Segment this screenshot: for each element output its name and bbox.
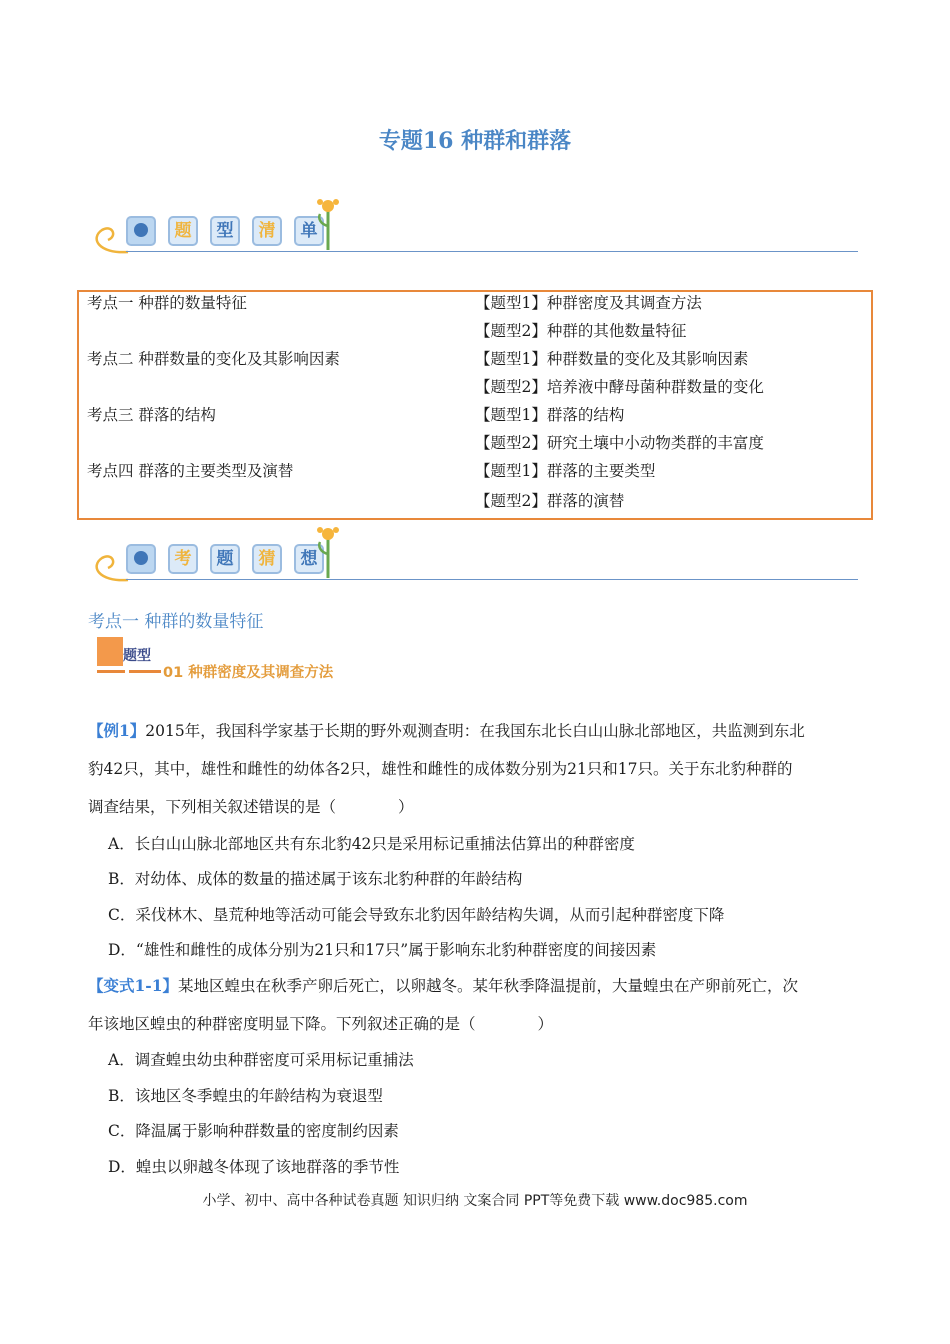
outline-type: 【题型2】研究土壤中小动物类群的丰富度	[475, 434, 764, 452]
flower-decoration-icon	[314, 196, 344, 252]
page-footer: 小学、初中、高中各种试卷真题 知识归纳 文案合同 PPT等免费下载 www.doc985.com	[202, 1193, 748, 1209]
stem-line: 豹42只，其中，雄性和雌性的幼体各2只，雄性和雌性的成体数分别为21只和17只。关于东北豹种群的	[88, 760, 793, 778]
banner-tile: 题	[210, 544, 240, 574]
outline-topic: 考点二 种群数量的变化及其影响因素	[87, 350, 340, 368]
flower-decoration-icon	[314, 524, 344, 580]
option-b: B．该地区冬季蝗虫的年龄结构为衰退型	[108, 1087, 383, 1105]
dot-icon	[134, 551, 148, 565]
option-b: B．对幼体、成体的数量的描述属于该东北豹种群的年龄结构	[108, 870, 523, 888]
option-d: D．蝗虫以卵越冬体现了该地群落的季节性	[108, 1158, 400, 1176]
option-c: C．采伐林木、垦荒种地等活动可能会导致东北豹因年龄结构失调，从而引起种群密度下降	[108, 906, 725, 924]
banner-dot-tile	[126, 216, 156, 246]
dot-icon	[134, 223, 148, 237]
option-a: A．长白山山脉北部地区共有东北豹42只是采用标记重捕法估算出的种群密度	[108, 835, 635, 853]
badge-underline	[97, 670, 125, 673]
banner-dot-tile	[126, 544, 156, 574]
outline-type: 【题型1】群落的结构	[475, 406, 625, 424]
banner-question-types	[88, 196, 858, 256]
outline-type: 【题型1】种群数量的变化及其影响因素	[475, 350, 749, 368]
variant-label: 【变式1-1】	[88, 976, 179, 995]
outline-type: 【题型1】种群密度及其调查方法	[475, 294, 702, 312]
outline-topic: 考点三 群落的结构	[87, 406, 216, 424]
option-d: D．“雄性和雌性的成体分别为21只和17只”属于影响东北豹种群密度的间接因素	[108, 941, 657, 959]
banner-tile: 清	[252, 216, 282, 246]
question-type-title: 01 种群密度及其调查方法	[163, 665, 334, 681]
banner-tile: 考	[168, 544, 198, 574]
banner-exam-predictions	[88, 524, 858, 584]
banner-tile: 猜	[252, 544, 282, 574]
question-type-badge	[97, 637, 367, 681]
badge-square	[97, 637, 123, 666]
example-1-stem	[88, 712, 863, 826]
banner-tile: 题	[168, 216, 198, 246]
banner-tile: 想	[294, 544, 324, 574]
example-label: 【例1】	[88, 721, 146, 740]
outline-type: 【题型2】培养液中酵母菌种群数量的变化	[475, 378, 764, 396]
option-a: A．调查蝗虫幼虫种群密度可采用标记重捕法	[108, 1051, 414, 1069]
stem-line: 某地区蝗虫在秋季产卵后死亡，以卵越冬。某年秋季降温提前，大量蝗虫在产卵前死亡，次	[178, 977, 799, 995]
outline-table	[77, 290, 873, 520]
option-c: C．降温属于影响种群数量的密度制约因素	[108, 1122, 399, 1140]
stem-line: 年该地区蝗虫的种群密度明显下降。下列叙述正确的是（ ）	[88, 1015, 554, 1033]
badge-label: 题型	[123, 648, 151, 664]
badge-underline	[129, 670, 161, 673]
banner-divider	[126, 579, 858, 580]
outline-type: 【题型1】群落的主要类型	[475, 462, 656, 480]
section-heading: 考点一 种群的数量特征	[88, 612, 264, 632]
banner-tile: 型	[210, 216, 240, 246]
stem-line: 2015年，我国科学家基于长期的野外观测查明：在我国东北长白山山脉北部地区，共监测到东北	[145, 722, 805, 740]
variant-1-1-stem	[88, 967, 863, 1043]
outline-type: 【题型2】种群的其他数量特征	[475, 322, 687, 340]
outline-type: 【题型2】群落的演替	[475, 492, 625, 510]
outline-topic: 考点四 群落的主要类型及演替	[87, 462, 294, 480]
banner-divider	[126, 251, 858, 252]
page-title: 专题16 种群和群落	[378, 128, 572, 154]
outline-topic: 考点一 种群的数量特征	[87, 294, 247, 312]
stem-line: 调查结果，下列相关叙述错误的是（ ）	[88, 798, 414, 816]
banner-tile: 单	[294, 216, 324, 246]
